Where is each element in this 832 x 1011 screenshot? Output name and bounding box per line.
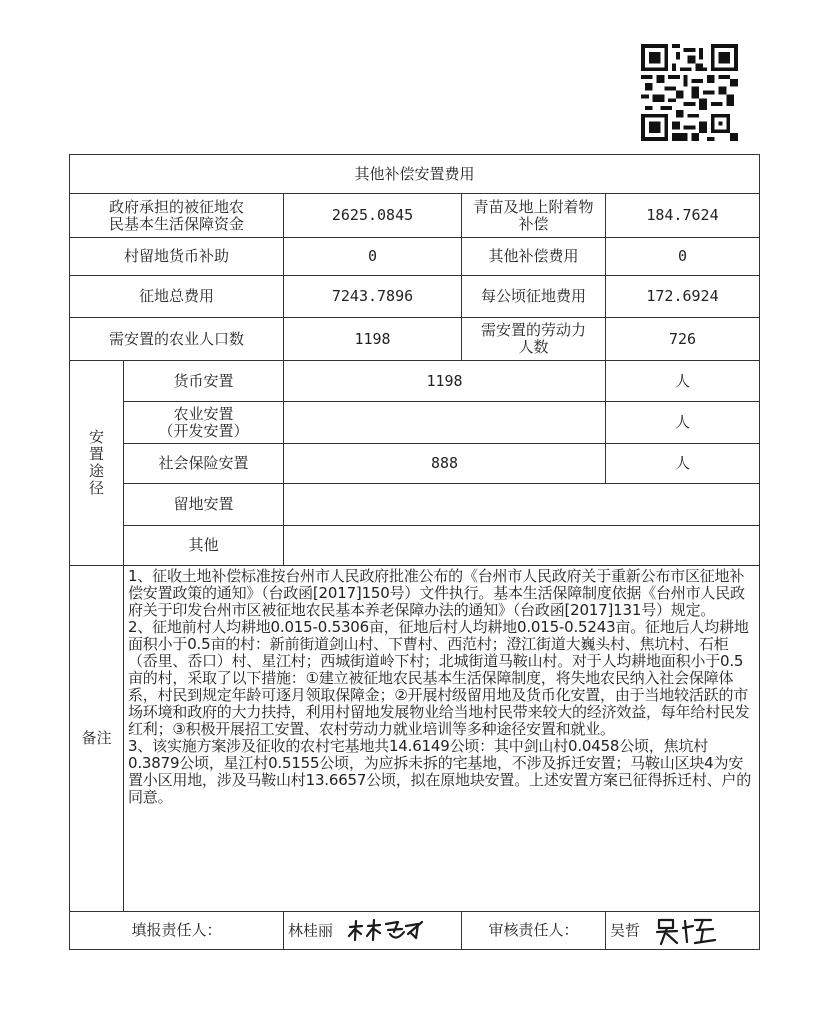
reviewer-name: 吴哲 [610, 921, 641, 939]
qr-code [641, 44, 738, 141]
remarks-label: 备注 [70, 566, 124, 912]
row-value: 172.6924 [606, 276, 760, 318]
compensation-table [69, 154, 760, 950]
resettlement-value: 888 [284, 444, 606, 484]
filler-name: 林桂丽 [288, 921, 334, 939]
resettlement-unit: 人 [606, 444, 760, 484]
row-label: 需安置的农业人口数 [70, 318, 284, 361]
row-value: 0 [284, 238, 462, 276]
row-label: 需安置的劳动力 人数 [462, 318, 606, 361]
remarks-paragraph: 1、征收土地补偿标准按台州市人民政府批准公布的《台州市人民政府关于重新公布市区征地补偿安置政策的通知》（台政函[2017]150号）文件执行。基本生活保障制度依据《台州市人民政府关于印发台州市区被征地农民基本养老保障办法的通知》（台政函[2017]131号）规定。 [128, 567, 745, 619]
resettlement-label: 货币安置 [124, 361, 284, 402]
resettlement-value [284, 484, 760, 526]
row-label: 青苗及地上附着物 补偿 [462, 194, 606, 238]
row-value: 726 [606, 318, 760, 361]
row-label: 征地总费用 [70, 276, 284, 318]
resettlement-value [284, 526, 760, 566]
filler-cell [284, 912, 462, 950]
resettlement-label: 农业安置 （开发安置） [124, 402, 284, 444]
remarks-text [124, 566, 760, 912]
filler-signature [346, 918, 426, 944]
remarks-paragraph: 2、征地前村人均耕地0.015-0.5306亩，征地后村人均耕地0.015-0.5243亩。征地后人均耕地面积小于0.5亩的村：新前街道剑山村、下曹村、西范村；澄江街道大巍头村、焦坑村、石柜（岙里、岙口）村、星江村；西城街道岭下村；北城街道马鞍山村。对于人均耕地面积小于0.5亩的村，采取了以下措施：①建立被征地农民基本生活保障制度，将失地农民纳入社会保障体系，村民到规定年龄可逐月领取保障金；②开展村级留用地及货币化安置，由于当地较活跃的市场环境和政府的大力扶持，利用村留地发展物业给当地村民带来较大的经济效益，每年给村民发红利；③积极开展招工安置、农村劳动力就业培训等多种途径安置和就业。 [128, 618, 750, 738]
resettlement-group-label: 安 置 途 径 [70, 361, 124, 566]
resettlement-label: 社会保险安置 [124, 444, 284, 484]
row-value: 1198 [284, 318, 462, 361]
row-label: 村留地货币补助 [70, 238, 284, 276]
reviewer-label: 审核责任人： [462, 912, 606, 950]
table-title: 其他补偿安置费用 [70, 155, 760, 194]
resettlement-value [284, 402, 606, 444]
row-value: 2625.0845 [284, 194, 462, 238]
filler-label: 填报责任人： [70, 912, 284, 950]
resettlement-label: 其他 [124, 526, 284, 566]
row-value: 7243.7896 [284, 276, 462, 318]
reviewer-cell [606, 912, 760, 950]
row-label: 政府承担的被征地农 民基本生活保障资金 [70, 194, 284, 238]
reviewer-signature [653, 916, 723, 946]
remarks-paragraph: 3、该实施方案涉及征收的农村宅基地共14.6149公顷：其中剑山村0.0458公顷，焦坑村0.3879公顷，星江村0.5155公顷，为应拆未拆的宅基地，不涉及拆迁安置；马鞍山区块4为安置小区用地，涉及马鞍山村13.6657公顷，拟在原地块安置。上述安置方案已征得拆迁村、户的同意。 [128, 737, 752, 806]
resettlement-unit: 人 [606, 361, 760, 402]
row-value: 184.7624 [606, 194, 760, 238]
row-label: 每公顷征地费用 [462, 276, 606, 318]
resettlement-label: 留地安置 [124, 484, 284, 526]
resettlement-value: 1198 [284, 361, 606, 402]
resettlement-unit: 人 [606, 402, 760, 444]
row-label: 其他补偿费用 [462, 238, 606, 276]
row-value: 0 [606, 238, 760, 276]
